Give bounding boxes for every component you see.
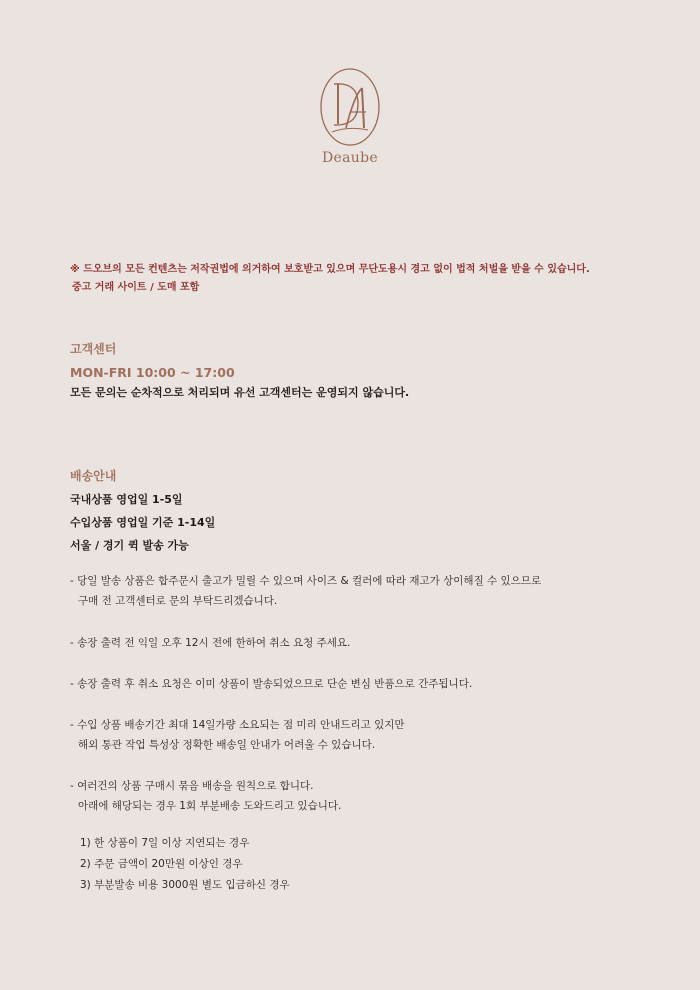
shipping-line: 국내상품 영업일 1-5일	[70, 493, 183, 506]
shipping-notes	[70, 571, 670, 896]
note-text: 구매 전 고객센터로 문의 부탁드리겠습니다.	[78, 595, 278, 607]
condition-item: 3) 부분발송 비용 3000원 별도 입금하신 경우	[80, 879, 290, 891]
condition-item: 1) 한 상품이 7일 이상 지연되는 경우	[80, 837, 250, 849]
condition-list	[70, 833, 670, 896]
note-item: - 송장 출력 전 익일 오후 12시 전에 한하여 취소 요청 주세요.	[70, 637, 351, 649]
notice-subline: 중고 거래 사이트 / 도매 포함	[72, 282, 200, 293]
note-item: - 송장 출력 후 취소 요청은 이미 상품이 발송되었으므로 단순 변심 반품으로 간주됩니다.	[70, 678, 473, 690]
brand-name: Deaube	[322, 150, 378, 166]
note-text: 해외 통관 작업 특성상 정확한 배송일 안내가 어려울 수 있습니다.	[78, 739, 376, 751]
note-item	[70, 715, 670, 755]
business-hours: MON-FRI 10:00 ~ 17:00	[70, 365, 235, 380]
note-text: - 여러건의 상품 구매시 묶음 배송을 원칙으로 합니다.	[70, 780, 314, 792]
shipping-line: 수입상품 영업일 기준 1-14일	[70, 516, 216, 529]
condition-item: 2) 주문 금액이 20만원 이상인 경우	[80, 858, 243, 870]
note-text: - 수입 상품 배송기간 최대 14일가량 소요되는 점 미리 안내드리고 있지만	[70, 719, 405, 731]
brand-logo	[0, 66, 700, 166]
shipping-line: 서울 / 경기 퀵 발송 가능	[70, 539, 189, 552]
note-item	[70, 776, 670, 816]
customer-center-title: 고객센터	[70, 342, 117, 356]
note-text: - 당일 발송 상품은 합주문시 출고가 밀릴 수 있으며 사이즈 & 컬러에 따라 재고가 상이해질 수 있으므로	[70, 575, 542, 587]
note-text: 아래에 해당되는 경우 1회 부분배송 도와드리고 있습니다.	[78, 800, 342, 812]
shipping-lines	[70, 488, 670, 557]
copyright-notice	[70, 261, 650, 297]
monogram-logo-icon	[318, 66, 382, 148]
customer-center-description: 모든 문의는 순차적으로 처리되며 유선 고객센터는 운영되지 않습니다.	[70, 386, 410, 399]
shipping-section	[70, 467, 670, 557]
shipping-title: 배송안내	[70, 469, 117, 483]
note-item	[70, 571, 670, 611]
customer-center-section	[70, 340, 670, 400]
notice-line: ※ 드오브의 모든 컨텐츠는 저작권법에 의거하여 보호받고 있으며 무단도용시 경고 없이 법적 처벌을 받을 수 있습니다.	[70, 264, 590, 275]
